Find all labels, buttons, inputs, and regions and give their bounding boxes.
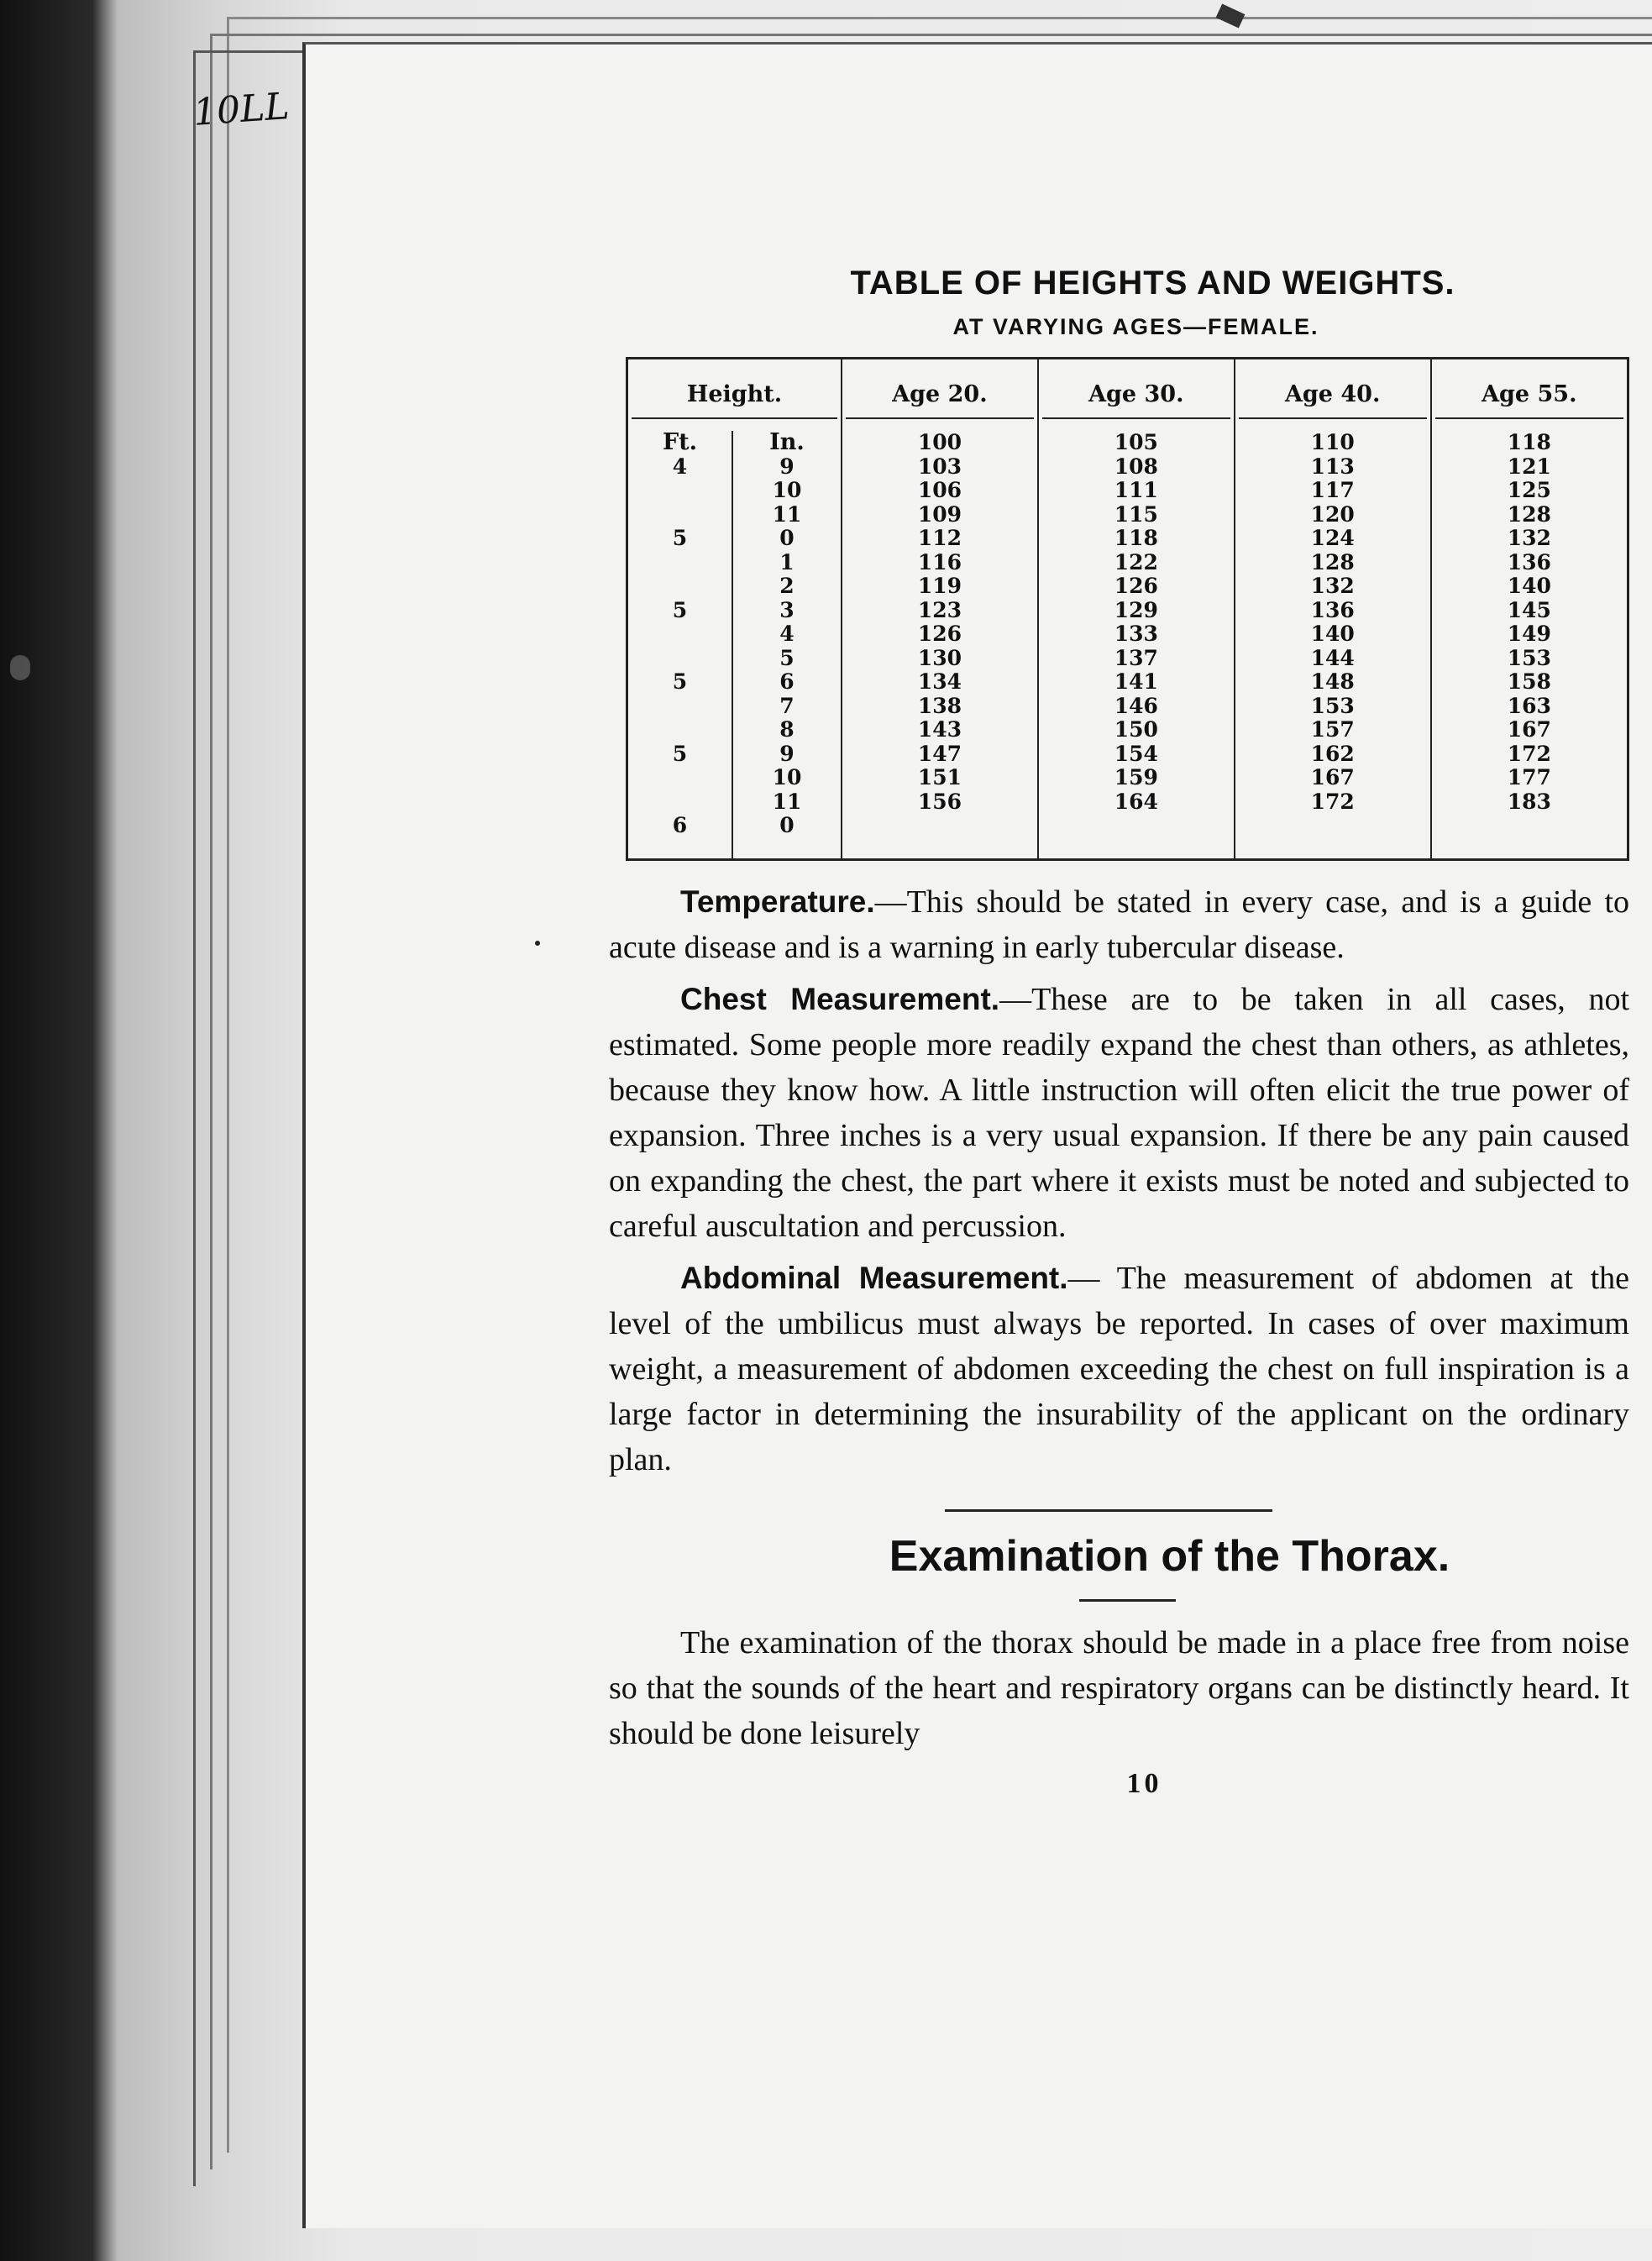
table-cell: 125 [1507,478,1551,502]
paragraph-thorax [609,1620,1629,1756]
table-cell: 134 [917,669,962,694]
table-cell: 100 [917,430,962,454]
table-cell: 6 [779,669,795,694]
table-cell: 159 [1114,765,1158,790]
table-cell: 105 [1114,430,1158,454]
lead-temperature: Temperature. [680,884,875,919]
table-cell [632,718,728,742]
table-cell: 167 [1310,765,1355,790]
table-cell: 172 [1507,741,1551,766]
table-cell: 162 [1310,741,1355,766]
heights-weights-table [626,357,1629,861]
table-cell: 108 [1114,454,1158,479]
table-cell [632,503,728,527]
table-cell: 5 [672,597,688,622]
table-cell: 115 [1114,501,1158,527]
table-cell: 1 [779,549,795,574]
column-age-20 [842,431,1038,859]
age-40-values [1239,431,1427,814]
table-cell: 106 [917,478,962,502]
page-number: 10 [1126,1767,1162,1799]
handwritten-margin-note: 10LL [191,85,291,134]
table-cell: 154 [1114,741,1158,766]
ink-dot [535,941,540,946]
paragraph-chest [609,977,1629,1249]
table-title: TABLE OF HEIGHTS AND WEIGHTS. [850,265,1455,302]
table-cell: 0 [779,526,795,550]
table-header-row [627,359,1628,432]
table-cell: 143 [917,717,962,742]
table-cell: 5 [779,645,795,670]
table-cell: 133 [1114,622,1158,646]
table-cell: 103 [917,454,962,479]
table-cell: 9 [779,741,795,766]
table-cell: 122 [1114,549,1158,574]
table-subtitle: AT VARYING AGES—FEMALE. [952,314,1319,339]
feet-values [632,455,728,838]
column-age-55 [1431,431,1628,859]
table-cell: 140 [1507,574,1551,598]
section-rule-top [945,1509,1272,1512]
table-cell [632,551,728,575]
text-chest: —These are to be taken in all cases, not estimated. Some people more readily expand the chest than others, as athletes, because they know how. A little instruction will often elicit the true power of expansion. Three inches is a very usual expansion. If there be any pain caused on expanding the chest, the part where it exists must be noted and subjected to careful auscultation and percussion. [609,981,1630,1244]
table-cell: 128 [1507,501,1551,527]
table-cell: 120 [1310,501,1355,527]
header-age-30: Age 30. [1038,359,1235,432]
header-height: Height. [627,359,842,432]
age-20-values [846,431,1034,814]
table-cell: 8 [779,717,795,742]
table-cell [632,790,728,815]
table-cell: 5 [672,669,688,694]
paragraph-abdominal [609,1256,1629,1482]
table-cell: 128 [1310,549,1355,574]
table-cell: 112 [917,526,962,550]
table-cell: 151 [917,765,962,790]
lead-chest: Chest Measurement. [680,981,1000,1016]
table-cell: 11 [772,501,802,527]
table-cell: 126 [917,622,962,646]
table-cell: 157 [1310,717,1355,742]
table-cell: 129 [1114,597,1158,622]
table-cell: 167 [1507,717,1551,742]
page-content [609,265,1629,1800]
table-cell [632,479,728,503]
table-cell: 147 [917,741,962,766]
table-cell: 136 [1310,597,1355,622]
table-cell: 5 [672,526,688,550]
table-cell: 164 [1114,789,1158,814]
age-30-values [1042,431,1230,814]
table-cell: 109 [917,501,962,527]
table-cell: 4 [779,622,795,646]
table-cell: 123 [917,597,962,622]
table-cell: 111 [1114,478,1158,502]
table-cell [632,622,728,647]
table-cell: 132 [1507,526,1551,550]
inches-values [737,455,837,838]
table-cell: 177 [1507,765,1551,790]
header-age-55: Age 55. [1431,359,1628,432]
table-cell: 163 [1507,693,1551,718]
table-body-row [627,431,1628,859]
table-cell [632,574,728,599]
table-cell: 118 [1507,430,1551,454]
text-thorax: The examination of the thorax should be made in a place free from noise so that the sounds of the heart and respiratory organs can be distinctly heard. It should be done leisurely [609,1624,1629,1751]
table-cell: 136 [1507,549,1551,574]
table-cell: 137 [1114,645,1158,670]
table-cell [632,695,728,719]
table-cell: 10 [772,765,802,790]
table-cell: 0 [779,813,795,837]
table-cell: 150 [1114,717,1158,742]
binding-smudge [10,655,30,680]
body-text [609,879,1629,1756]
table-cell: 2 [779,574,795,598]
table-cell: 3 [779,597,795,622]
table-cell: 11 [772,789,802,814]
subheader-in: In. [769,429,805,455]
table-cell: 146 [1114,693,1158,718]
header-age-20: Age 20. [842,359,1038,432]
section-title: Examination of the Thorax. [889,1531,1450,1581]
column-inches [732,431,842,859]
table-cell: 158 [1507,669,1551,694]
table-cell: 7 [779,693,795,718]
table-cell: 140 [1310,622,1355,646]
table-cell: 183 [1507,789,1551,814]
table-cell: 113 [1310,454,1355,479]
table-cell: 10 [772,478,802,502]
table-cell: 4 [672,454,688,479]
header-age-40: Age 40. [1235,359,1431,432]
table-cell: 148 [1310,669,1355,694]
table-cell: 9 [779,454,795,479]
column-age-30 [1038,431,1235,859]
table-cell: 138 [917,693,962,718]
text-temperature: —This should be stated in every case, and is a guide to acute disease and is a warning in early tubercular disease. [609,884,1629,965]
table-cell: 145 [1507,597,1551,622]
paragraph-temperature [609,879,1629,970]
table-cell: 116 [917,549,962,574]
table-cell: 141 [1114,669,1158,694]
table-cell: 121 [1507,454,1551,479]
table-cell: 124 [1310,526,1355,550]
table-cell: 153 [1507,645,1551,670]
section-rule-bottom [1079,1599,1176,1602]
table-cell: 117 [1310,478,1355,502]
table-cell: 144 [1310,645,1355,670]
table-cell: 118 [1114,526,1158,550]
table-cell: 126 [1114,574,1158,598]
subheader-ft: Ft. [662,429,698,455]
table-cell [632,647,728,671]
table-cell: 172 [1310,789,1355,814]
table-cell: 6 [672,813,688,837]
table-cell: 119 [917,574,962,598]
table-cell: 110 [1310,430,1355,454]
table-cell: 149 [1507,622,1551,646]
lead-abdominal: Abdominal Measurement. [680,1260,1068,1295]
column-age-40 [1235,431,1431,859]
table-cell: 5 [672,741,688,766]
table-cell: 156 [917,789,962,814]
text-abdominal: — The measurement of abdomen at the level of the umbilicus must always be reported. In cases of over maximum weight, a measurement of abdomen exceeding the chest on full inspiration is a large factor in determining the insurability of the applicant on the ordinary plan. [609,1260,1629,1477]
table-cell: 130 [917,645,962,670]
table-cell: 153 [1310,693,1355,718]
column-feet [627,431,733,859]
table-cell [632,766,728,790]
age-55-values [1435,431,1623,814]
table-cell: 132 [1310,574,1355,598]
